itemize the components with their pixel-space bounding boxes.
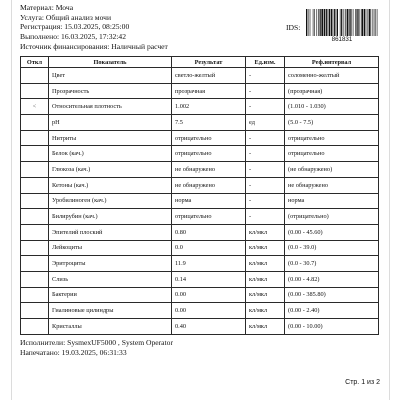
cell-result: отрицательно (172, 209, 246, 225)
barcode-number: 861831 (331, 36, 353, 43)
cell-reference: (0.00 - 385.80) (285, 287, 379, 303)
table-row (21, 224, 379, 240)
table-row (21, 130, 379, 146)
completed-line (20, 32, 168, 42)
barcode-bar (313, 9, 314, 36)
cell-unit: - (246, 146, 285, 162)
cell-result: 7.5 (172, 115, 246, 131)
barcode-bar (344, 9, 345, 36)
cell-parameter: Глюкоза (кач.) (49, 162, 172, 178)
barcode-bar (306, 9, 307, 36)
cell-unit: кл/мкл (246, 256, 285, 272)
cell-result: 0.80 (172, 224, 246, 240)
cell-result: 0.00 (172, 303, 246, 319)
cell-result: 0.40 (172, 319, 246, 335)
barcode-bar (329, 9, 330, 36)
completed-value: 16.03.2025, 17:32:42 (61, 32, 127, 42)
cell-result: 0.14 (172, 271, 246, 287)
page-edge-left (11, 0, 12, 400)
barcode-bar (360, 9, 361, 36)
table-row (21, 146, 379, 162)
barcode-bar (334, 9, 335, 36)
cell-deviation (21, 162, 49, 178)
barcode-bar (331, 9, 333, 36)
cell-result: 0.00 (172, 287, 246, 303)
cell-result: не обнаружено (172, 162, 246, 178)
cell-result: прозрачная (172, 83, 246, 99)
cell-result: 0.0 (172, 240, 246, 256)
registration-label: Регистрация: (20, 22, 63, 32)
table-row (21, 240, 379, 256)
executors-line (20, 338, 173, 348)
cell-unit: кл/мкл (246, 287, 285, 303)
barcode-bar (337, 9, 338, 36)
barcode-bar (356, 9, 357, 36)
barcode-bar (369, 9, 371, 36)
cell-deviation (21, 68, 49, 84)
cell-reference: (5.0 - 7.5) (285, 115, 379, 131)
barcode-bar (308, 9, 309, 36)
registration-line (20, 22, 168, 32)
executors-label: Исполнители: (20, 338, 66, 347)
barcode-bar (374, 9, 375, 36)
table-row (21, 68, 379, 84)
cell-reference: норма (285, 193, 379, 209)
printed-line (20, 348, 173, 358)
service-value: Общий анализ мочи (45, 12, 112, 22)
barcode-bar (377, 9, 378, 36)
barcode-bar (321, 9, 323, 36)
cell-parameter: Кетоны (кач.) (49, 177, 172, 193)
report-footer (20, 338, 173, 357)
column-header-unit: Ед.изм. (246, 57, 285, 68)
cell-deviation (21, 287, 49, 303)
cell-deviation: < (21, 99, 49, 115)
cell-deviation (21, 271, 49, 287)
cell-deviation (21, 240, 49, 256)
column-header-parameter: Показатель (49, 57, 172, 68)
table-row (21, 209, 379, 225)
cell-parameter: Эпителий плоский (49, 224, 172, 240)
barcode-bar (358, 9, 359, 36)
column-header-result: Результат (172, 57, 246, 68)
results-table-header (21, 57, 379, 68)
cell-reference: соломенно-желтый (285, 68, 379, 84)
cell-result: 1.002 (172, 99, 246, 115)
cell-reference: (0.00 - 4.82) (285, 271, 379, 287)
table-row (21, 256, 379, 272)
column-header-deviation: Откл (21, 57, 49, 68)
results-table (20, 56, 379, 335)
cell-parameter: Билирубин (кач.) (49, 209, 172, 225)
cell-parameter: Слизь (49, 271, 172, 287)
cell-parameter: Относительная плотность (49, 99, 172, 115)
cell-reference: (0.00 - 45.60) (285, 224, 379, 240)
table-row (21, 99, 379, 115)
cell-reference: отрицательно (285, 146, 379, 162)
registration-value: 15.03.2025, 08:25:00 (64, 22, 130, 32)
page-edge-right (389, 0, 390, 400)
cell-parameter: Белок (кач.) (49, 146, 172, 162)
barcode-bar (372, 9, 373, 36)
material-line (20, 3, 168, 13)
cell-unit: - (246, 177, 285, 193)
barcode-bar (368, 9, 369, 36)
table-row (21, 271, 379, 287)
cell-reference: (1.010 - 1.030) (285, 99, 379, 115)
cell-reference: (0.0 - 30.7) (285, 256, 379, 272)
cell-deviation (21, 115, 49, 131)
cell-parameter: Бактерии (49, 287, 172, 303)
cell-parameter: Цвет (49, 68, 172, 84)
barcode-bar (326, 9, 327, 36)
cell-deviation (21, 83, 49, 99)
cell-parameter: Лейкоциты (49, 240, 172, 256)
cell-parameter: pH (49, 115, 172, 131)
cell-reference: (прозрачная) (285, 83, 379, 99)
table-row (21, 115, 379, 131)
cell-result: светло-желтый (172, 68, 246, 84)
cell-deviation (21, 209, 49, 225)
cell-unit: кл/мкл (246, 303, 285, 319)
table-row (21, 83, 379, 99)
cell-parameter: Нитриты (49, 130, 172, 146)
barcode-bar (310, 9, 311, 36)
barcode-bar (340, 9, 341, 36)
cell-unit: - (246, 130, 285, 146)
material-value: Моча (55, 3, 74, 12)
barcode-bar (350, 9, 351, 36)
cell-unit: - (246, 68, 285, 84)
cell-deviation (21, 256, 49, 272)
barcode-bar (349, 9, 350, 36)
cell-reference: (0.0 - 39.0) (285, 240, 379, 256)
cell-reference: отрицательно (285, 130, 379, 146)
cell-unit: ед (246, 115, 285, 131)
barcode-bar (345, 9, 346, 36)
table-row (21, 177, 379, 193)
barcode-bar (355, 9, 356, 36)
page-number: Стр. 1 из 2 (345, 379, 380, 386)
report-header (20, 3, 168, 51)
cell-deviation (21, 193, 49, 209)
cell-deviation (21, 303, 49, 319)
barcode-bar (314, 9, 315, 36)
cell-unit: кл/мкл (246, 319, 285, 335)
funding-value: Наличный расчет (111, 41, 168, 51)
column-header-reference: Реф.интервал (285, 57, 379, 68)
cell-unit: - (246, 162, 285, 178)
printed-label: Напечатано: (20, 347, 60, 357)
cell-result: отрицательно (172, 146, 246, 162)
cell-deviation (21, 130, 49, 146)
table-row (21, 162, 379, 178)
cell-reference: (отрицательно) (285, 209, 379, 225)
barcode-bar (364, 9, 365, 36)
cell-result: норма (172, 193, 246, 209)
barcode-bar (324, 9, 325, 36)
cell-parameter: Прозрачность (49, 83, 172, 99)
funding-label: Источник финансирования: (20, 41, 110, 51)
cell-parameter: Гиалиновые цилиндры (49, 303, 172, 319)
table-row (21, 193, 379, 209)
barcode-bar (375, 9, 376, 36)
cell-result: не обнаружено (172, 177, 246, 193)
barcode-bar (353, 9, 354, 36)
cell-unit: кл/мкл (246, 240, 285, 256)
material-label: Материал: (20, 3, 54, 12)
cell-parameter: Кристаллы (49, 319, 172, 335)
service-line (20, 13, 168, 23)
barcode-image (306, 9, 378, 36)
table-row (21, 303, 379, 319)
cell-unit: кл/мкл (246, 224, 285, 240)
cell-unit: - (246, 193, 285, 209)
cell-unit: кл/мкл (246, 271, 285, 287)
barcode-bar (318, 9, 319, 36)
cell-deviation (21, 224, 49, 240)
cell-deviation (21, 177, 49, 193)
barcode-bar (320, 9, 321, 36)
barcode-bar (316, 9, 317, 36)
funding-line (20, 42, 168, 52)
barcode-bar (328, 9, 329, 36)
cell-reference: (0.00 - 10.00) (285, 319, 379, 335)
cell-reference: (0.00 - 2.40) (285, 303, 379, 319)
cell-unit: - (246, 209, 285, 225)
table-row (21, 319, 379, 335)
ids-label: IDS: (286, 23, 301, 32)
cell-parameter: Эритроциты (49, 256, 172, 272)
barcode-bar (366, 9, 367, 36)
header-row (21, 57, 379, 68)
results-table-body (21, 68, 379, 335)
cell-deviation (21, 146, 49, 162)
table-row (21, 287, 379, 303)
cell-result: 11.9 (172, 256, 246, 272)
service-label: Услуга: (20, 12, 45, 22)
completed-label: Выполнено: (20, 32, 60, 42)
cell-result: отрицательно (172, 130, 246, 146)
barcode-bar (341, 9, 342, 36)
cell-reference: не обнаружено (285, 177, 379, 193)
cell-reference: (не обнаружено) (285, 162, 379, 178)
cell-unit: - (246, 99, 285, 115)
cell-unit: - (246, 83, 285, 99)
printed-value: 19.03.2025, 06:31:33 (61, 347, 127, 357)
cell-parameter: Уробилиноген (кач.) (49, 193, 172, 209)
barcode-bar (361, 9, 363, 36)
barcode-bar (336, 9, 337, 36)
cell-deviation (21, 319, 49, 335)
executors-value: SysmexUF5000 , System Operator (67, 338, 173, 347)
barcode-bar (347, 9, 349, 36)
